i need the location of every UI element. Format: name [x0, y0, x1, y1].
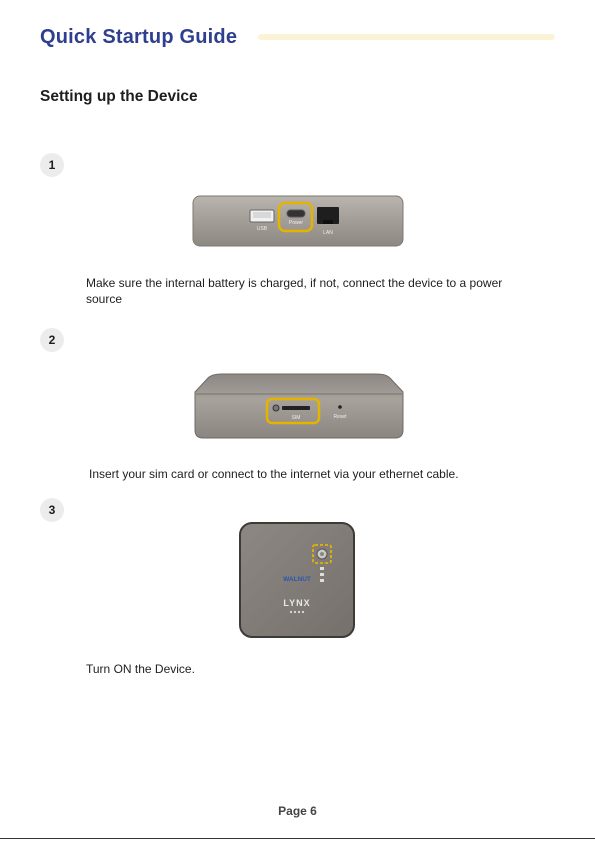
- step-3-badge: 3: [40, 498, 64, 522]
- reset-button-label: Reset: [333, 414, 347, 420]
- step-2-text: Insert your sim card or connect to the internet via your ethernet cable.: [89, 467, 459, 481]
- title-underline: [258, 34, 555, 40]
- page-title: Quick Startup Guide: [40, 26, 238, 48]
- device-top-view-image: [239, 522, 355, 638]
- power-port-label: Power: [288, 220, 304, 226]
- step-1-badge: 1: [40, 153, 64, 177]
- sim-slot-label: SIM: [291, 415, 301, 421]
- usb-port-label: USB: [256, 226, 268, 232]
- step-1-text: Make sure the internal battery is charged, if not, connect the device to a power source: [86, 276, 503, 306]
- section-heading: Setting up the Device: [40, 88, 198, 105]
- step-2-badge: 2: [40, 328, 64, 352]
- brand-label: WALNUT: [283, 576, 311, 583]
- lan-port-label: LAN: [323, 230, 333, 236]
- page-number: Page 6: [278, 804, 317, 818]
- step-3-text: Turn ON the Device.: [86, 662, 195, 676]
- device-logo-text: LYNX: [283, 598, 311, 608]
- bottom-divider: [0, 838, 595, 839]
- device-side-ports-image: [192, 194, 404, 248]
- device-sim-slot-image: [192, 372, 406, 440]
